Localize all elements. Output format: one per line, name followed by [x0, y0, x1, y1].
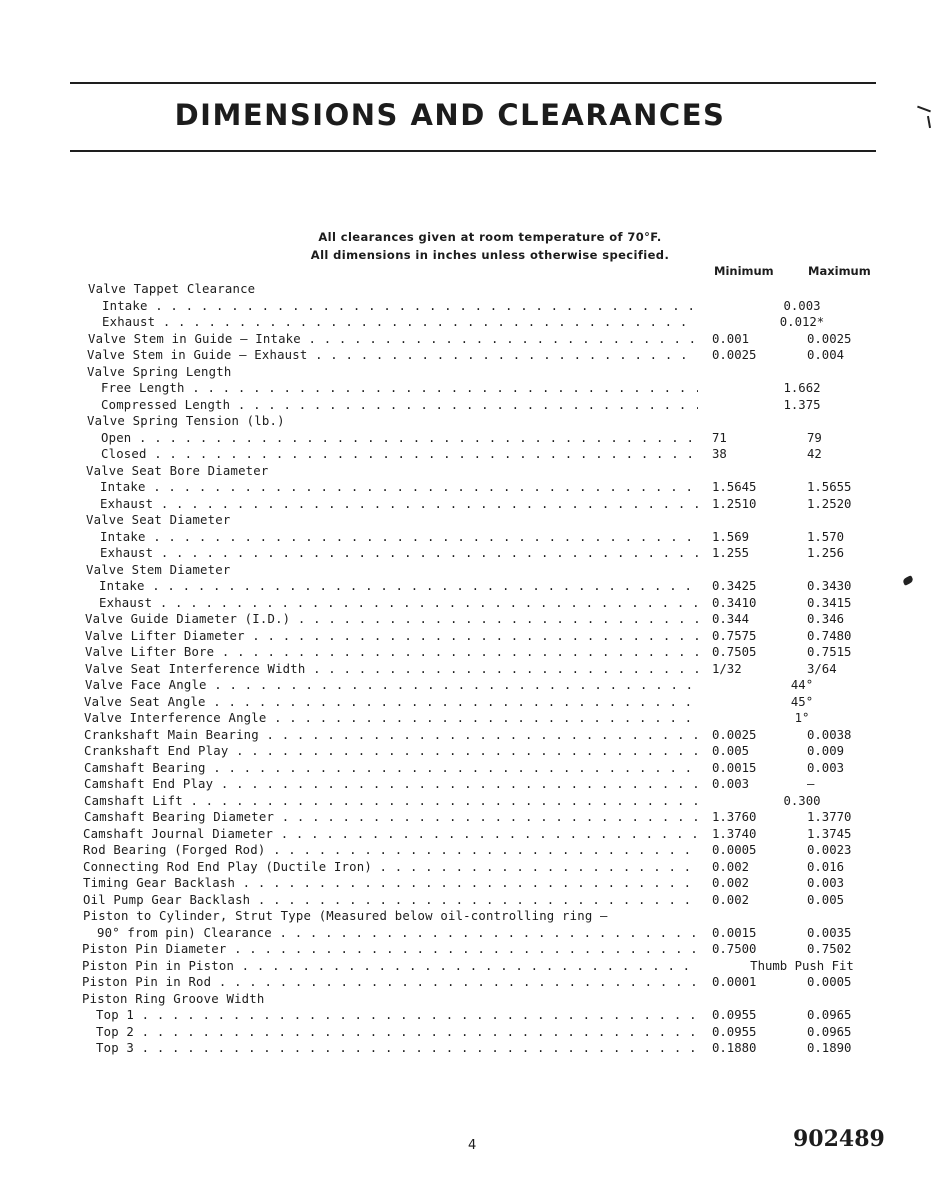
spec-value-maximum: 0.005	[807, 892, 845, 907]
spec-value-minimum: 1.2510	[712, 496, 757, 511]
spec-value-minimum: 0.0955	[712, 1024, 757, 1039]
spec-value-maximum: 0.1890	[807, 1041, 852, 1055]
spec-value-minimum: 0.0015	[712, 760, 757, 775]
corner-scratch-mark	[917, 106, 931, 113]
spec-value-maximum: 0.0025	[807, 331, 852, 346]
spec-label: Compressed Length . . .	[101, 397, 698, 414]
spec-label: Camshaft Bearing . . .	[84, 760, 698, 777]
spec-value-maximum: 1.570	[807, 529, 845, 544]
spec-row	[0, 578, 950, 595]
spec-row	[0, 331, 950, 348]
minimum-column-header: Minimum	[714, 264, 774, 278]
spec-value-minimum: 1/32	[712, 661, 742, 676]
spec-label: Rod Bearing (Forged Rod) . . .	[83, 842, 698, 859]
spec-value-single: 0.300	[783, 793, 821, 808]
spec-value-maximum: 0.0965	[807, 1024, 852, 1039]
spec-label: Crankshaft Main Bearing . . .	[84, 727, 698, 744]
spec-row	[0, 496, 950, 513]
spec-value-minimum: 38	[712, 447, 727, 461]
spec-row	[0, 281, 950, 298]
spec-value-single: 1.375	[783, 397, 821, 412]
spec-value-minimum: 0.0955	[712, 1008, 757, 1022]
spec-row	[0, 380, 950, 397]
spec-value-minimum: 1.5645	[712, 480, 757, 494]
spec-value-maximum: 0.0023	[807, 843, 852, 857]
spec-label: Valve Stem in Guide – Intake . . .	[88, 331, 698, 348]
spec-row	[0, 908, 950, 925]
spec-label: Top 1 . . .	[96, 1007, 698, 1024]
page-number: 4	[468, 1138, 477, 1153]
spec-row	[0, 925, 950, 942]
spec-value-single: 44°	[790, 678, 814, 692]
spec-label: Valve Tappet Clearance	[88, 282, 256, 296]
spec-row	[0, 562, 950, 579]
spec-row	[0, 397, 950, 414]
specifications-table	[0, 281, 950, 1057]
spec-value-minimum: 0.0025	[712, 348, 757, 362]
spec-value-minimum: 0.003	[712, 777, 750, 791]
spec-label: Valve Seat Bore Diameter	[86, 463, 269, 478]
spec-label: Piston Pin in Rod . . .	[82, 974, 698, 991]
spec-label: Valve Lifter Diameter . . .	[85, 628, 698, 645]
spec-label: Piston Ring Groove Width	[82, 991, 265, 1006]
spec-label: Intake . . .	[102, 298, 698, 315]
spec-row	[0, 298, 950, 315]
spec-row	[0, 364, 950, 381]
spec-value-minimum: 0.0015	[712, 925, 757, 940]
spec-row	[0, 743, 950, 760]
spec-label: Valve Spring Tension (lb.)	[87, 414, 285, 428]
spec-row	[0, 826, 950, 843]
spec-row	[0, 545, 950, 562]
spec-value-maximum: 0.0035	[807, 925, 852, 940]
spec-row	[0, 859, 950, 876]
spec-value-minimum: 0.0001	[712, 975, 757, 989]
spec-label: Oil Pump Gear Backlash . . .	[83, 892, 698, 909]
spec-value-maximum: 0.0038	[807, 727, 852, 742]
spec-value-minimum: 0.0025	[712, 727, 757, 742]
spec-label: Connecting Rod End Play (Ductile Iron) . . .	[83, 859, 698, 876]
spec-row	[0, 842, 950, 859]
spec-value-single: 1°	[794, 711, 810, 725]
spec-label: Piston Pin Diameter . . .	[82, 941, 698, 958]
spec-row	[0, 512, 950, 529]
spec-label: Exhaust . . .	[102, 314, 698, 331]
spec-value-maximum: 1.2520	[807, 496, 852, 511]
spec-row	[0, 644, 950, 661]
spec-row	[0, 628, 950, 645]
spec-row	[0, 1007, 950, 1024]
corner-scratch-mark	[927, 116, 931, 128]
spec-value-maximum: 0.3415	[807, 595, 852, 610]
spec-value-minimum: 0.3410	[712, 595, 757, 610]
spec-label: Exhaust . . .	[100, 496, 698, 513]
spec-value-minimum: 0.002	[712, 892, 750, 907]
spec-row	[0, 809, 950, 826]
spec-value-minimum: 0.0005	[712, 843, 757, 857]
spec-value-minimum: 0.344	[712, 612, 750, 626]
maximum-column-header: Maximum	[808, 264, 871, 278]
spec-value-maximum: 0.003	[807, 876, 845, 890]
spec-label: Valve Spring Length	[87, 364, 232, 379]
spec-row	[0, 347, 950, 364]
spec-row	[0, 1040, 950, 1057]
spec-row	[0, 892, 950, 909]
spec-value-maximum: 0.7480	[807, 628, 852, 643]
spec-label: Exhaust . . .	[99, 595, 698, 612]
spec-row	[0, 991, 950, 1008]
spec-label: Camshaft Bearing Diameter . . .	[84, 809, 698, 826]
spec-value-maximum: 0.016	[807, 859, 845, 874]
spec-value-minimum: 1.255	[712, 546, 750, 560]
spec-value-minimum: 0.3425	[712, 579, 757, 593]
spec-value-minimum: 71	[712, 430, 727, 445]
spec-value-minimum: 0.7505	[712, 645, 757, 659]
spec-row	[0, 760, 950, 777]
spec-value-maximum: 0.003	[807, 760, 845, 775]
spec-value-maximum: 0.7515	[807, 645, 852, 659]
spec-value-maximum: 42	[807, 447, 822, 461]
spec-label: Valve Face Angle . . .	[85, 677, 698, 694]
spec-row	[0, 661, 950, 678]
spec-label: Valve Interference Angle . . .	[84, 710, 698, 727]
spec-value-maximum: 0.7502	[807, 942, 852, 956]
spec-row	[0, 595, 950, 612]
spec-row	[0, 974, 950, 991]
spec-label: 90° from pin) Clearance . . .	[97, 925, 698, 942]
spec-label: Camshaft Lift . . .	[84, 793, 698, 810]
spec-value-minimum: 1.3760	[712, 810, 757, 824]
spec-label: Intake . . .	[100, 479, 698, 496]
spec-label: Piston Pin in Piston . . .	[82, 958, 698, 975]
spec-value-single: Thumb Push Fit	[750, 958, 854, 973]
spec-value-maximum: 0.0965	[807, 1008, 852, 1022]
spec-row	[0, 710, 950, 727]
spec-label: Free Length . . .	[101, 380, 698, 397]
spec-value-minimum: 0.001	[712, 331, 750, 346]
spec-value-maximum: –	[807, 777, 815, 791]
spec-value-maximum: 1.3770	[807, 810, 852, 824]
spec-value-minimum: 0.002	[712, 876, 750, 890]
spec-label: Open . . .	[101, 430, 698, 447]
spec-label: Valve Seat Angle . . .	[84, 694, 698, 711]
spec-value-maximum: 0.0005	[807, 975, 852, 989]
spec-value-single: 0.012*	[779, 315, 825, 329]
spec-label: Valve Stem Diameter	[86, 562, 231, 577]
spec-value-single: 45°	[790, 694, 814, 709]
spec-label: Intake . . .	[99, 578, 698, 595]
spec-row	[0, 793, 950, 810]
spec-value-minimum: 0.7575	[712, 628, 757, 643]
spec-label: Closed . . .	[101, 446, 698, 463]
spec-row	[0, 958, 950, 975]
spec-value-maximum: 1.3745	[807, 826, 852, 841]
spec-row	[0, 611, 950, 628]
spec-row	[0, 941, 950, 958]
spec-row	[0, 413, 950, 430]
spec-value-minimum: 0.005	[712, 744, 750, 758]
spec-label: Valve Seat Interference Width . . .	[85, 661, 698, 678]
document-number: 902489	[793, 1126, 885, 1152]
spec-row	[0, 677, 950, 694]
spec-value-maximum: 0.3430	[807, 579, 852, 593]
spec-row	[0, 479, 950, 496]
units-note: All dimensions in inches unless otherwise specified.	[310, 248, 670, 262]
spec-label: Intake . . .	[100, 529, 698, 546]
spec-row	[0, 727, 950, 744]
spec-value-minimum: 1.569	[712, 529, 750, 544]
spec-label: Valve Seat Diameter	[86, 513, 231, 527]
spec-row	[0, 463, 950, 480]
page-title: DIMENSIONS AND CLEARANCES	[174, 98, 726, 132]
bottom-rule	[70, 150, 876, 152]
spec-label: Timing Gear Backlash . . .	[83, 875, 698, 892]
spec-label: Top 3 . . .	[96, 1040, 698, 1057]
spec-value-maximum: 1.256	[807, 546, 845, 560]
spec-value-minimum: 0.1880	[712, 1041, 757, 1055]
spec-row	[0, 875, 950, 892]
spec-value-maximum: 0.009	[807, 744, 845, 758]
spec-value-single: 0.003	[783, 298, 821, 313]
spec-row	[0, 694, 950, 711]
spec-value-maximum: 0.346	[807, 612, 845, 626]
spec-label: Piston to Cylinder, Strut Type (Measured below oil-controlling ring –	[83, 909, 608, 923]
spec-row	[0, 314, 950, 331]
spec-value-maximum: 79	[807, 430, 822, 445]
temperature-note: All clearances given at room temperature of 70°F.	[318, 230, 662, 244]
spec-value-maximum: 3/64	[807, 661, 837, 676]
spec-row	[0, 1024, 950, 1041]
spec-row	[0, 776, 950, 793]
spec-value-minimum: 0.002	[712, 859, 750, 874]
spec-label: Camshaft End Play . . .	[84, 776, 698, 793]
spec-label: Camshaft Journal Diameter . . .	[83, 826, 698, 843]
spec-value-minimum: 0.7500	[712, 942, 757, 956]
spec-label: Valve Stem in Guide – Exhaust . . .	[87, 347, 698, 364]
spec-label: Valve Guide Diameter (I.D.) . . .	[85, 611, 698, 628]
spec-value-maximum: 0.004	[807, 348, 845, 362]
spec-label: Valve Lifter Bore . . .	[85, 644, 698, 661]
spec-label: Exhaust . . .	[100, 545, 698, 562]
spec-value-maximum: 1.5655	[807, 480, 852, 494]
spec-row	[0, 446, 950, 463]
spec-label: Top 2 . . .	[96, 1024, 698, 1041]
spec-label: Crankshaft End Play . . .	[84, 743, 698, 760]
spec-row	[0, 430, 950, 447]
spec-value-minimum: 1.3740	[712, 826, 757, 841]
spec-value-single: 1.662	[783, 381, 821, 395]
top-rule	[70, 82, 876, 84]
spec-row	[0, 529, 950, 546]
